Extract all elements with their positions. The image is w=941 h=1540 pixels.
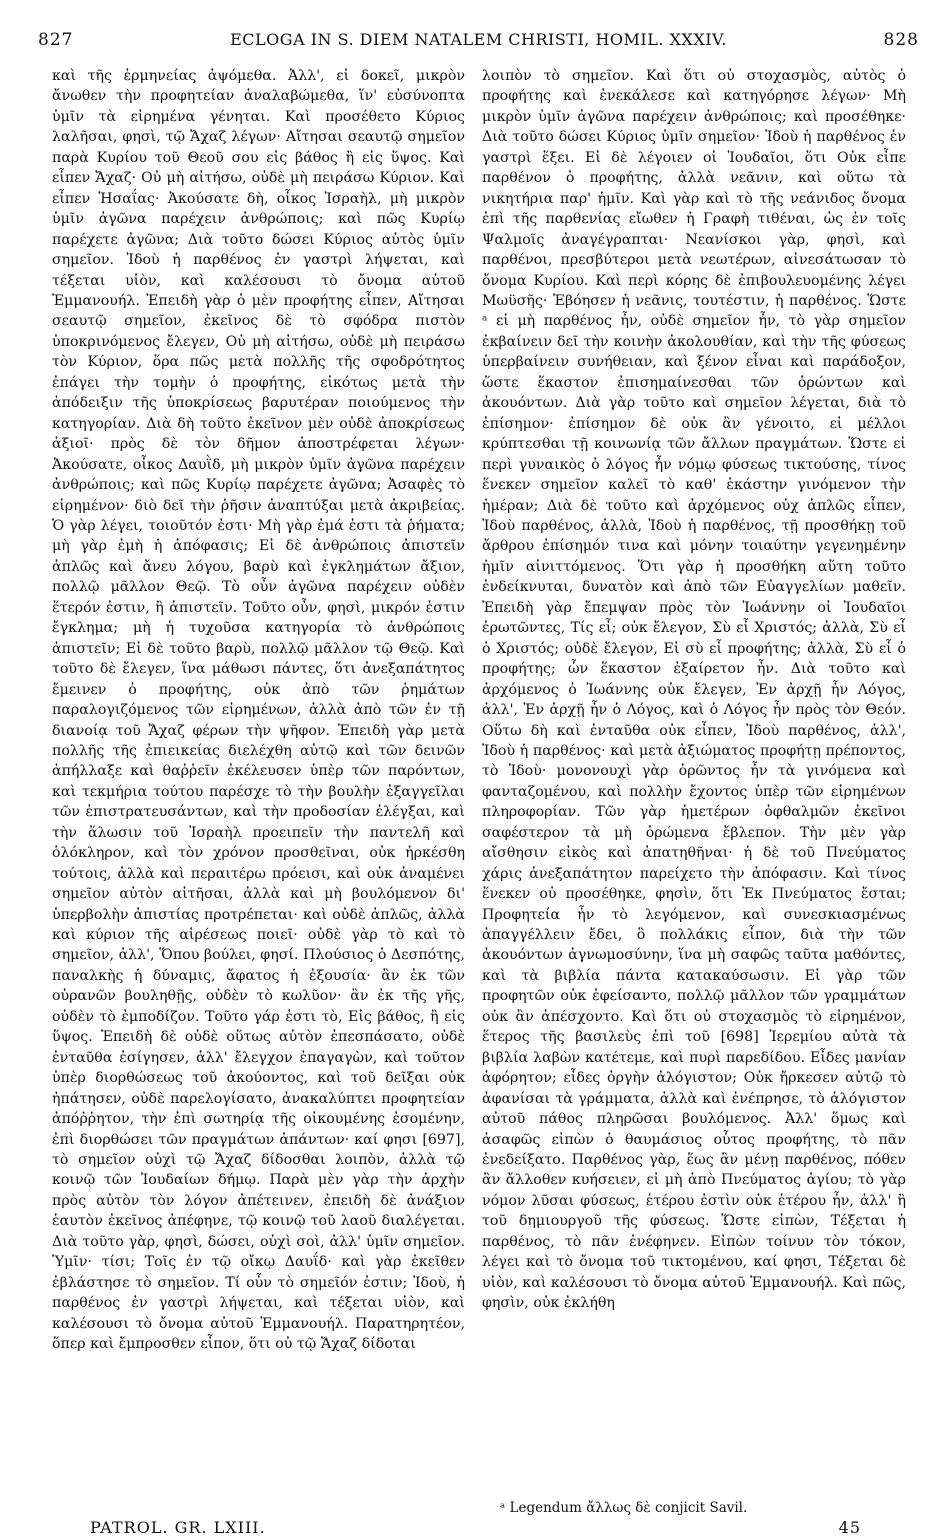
page-number-left: 827 <box>38 30 74 50</box>
sheet-number: 45 <box>838 1518 861 1537</box>
right-column <box>482 66 906 1314</box>
page-number-right: 828 <box>883 30 919 50</box>
running-title: ECLOGA IN S. DIEM NATALEM CHRISTI, HOMIL. XXXIV. <box>230 30 727 49</box>
left-column-text: καὶ τῆς ἑρμηνείας ἁψόμεθα. Ἀλλ', εἰ δοκεῖ, μικρὸν ἄνωθεν τὴν προφητείαν ἀναλαβώμεθα, ἵν' εὐσύνοπτα ὑμῖν τὰ εἰρημένα γένηται. Καὶ προσέθετο Κύριος λαλῆσαι, φησὶ, τῷ Ἄχαζ λέγων· Αἴτησαι σεαυτῷ σημεῖον παρὰ Κυρίου τοῦ Θεοῦ σου εἰς βάθος ἢ εἰς ὕψος. Καὶ εἶπεν Ἄχαζ· Οὐ μὴ αἰτήσω, οὐδὲ μὴ πειράσω Κύριον. Καὶ εἶπεν Ἡσαΐας· Ἀκούσατε δὴ, οἶκος Ἰσραὴλ, μὴ μικρὸν ὑμῖν ἀγῶνα παρέχειν ἀνθρώποις; καὶ πῶς Κυρίῳ παρέχετε ἀγῶνα; Διὰ τοῦτο δώσει Κύριος αὐτὸς ὑμῖν σημεῖον. Ἰδοὺ ἡ παρθένος ἐν γαστρὶ λήψεται, καὶ τέξεται υἱὸν, καὶ καλέσουσι τὸ ὄνομα αὐτοῦ Ἐμμανουήλ. Ἐπειδὴ γὰρ ὁ μὲν προφήτης εἶπεν, Αἴτησαι σεαυτῷ σημεῖον, ἐκεῖνος δὲ τὸ σφόδρα πιστὸν ὑποκρινόμενος ἔλεγεν, Οὐ μὴ αἰτήσω, οὐδὲ μὴ πειράσω τὸν Κύριον, ὅρα πῶς μετὰ πολλῆς τῆς σφοδρότητος ἐπάγει τὴν τομὴν ὁ προφήτης, εἰκότως μετὰ τὴν ἀπόδειξιν τῆς ὑποκρίσεως βαρυτέραν ποιούμενος τὴν κατηγορίαν. Διὰ δὴ τοῦτο ἐκεῖνον μὲν οὐδὲ ἀποκρίσεως ἀξιοῖ· πρὸς δὲ τὸν δῆμον ἀποστρέφεται λέγων· Ἀκούσατε, οἶκος Δαυῒδ, μὴ μικρὸν ὑμῖν ἀγῶνα παρέχειν ἀνθρώποις; καὶ πῶς Κυρίῳ παρέχετε ἀγῶνα; Ἀσαφὲς τὸ εἰρημένον· διὸ δεῖ τὴν ῥῆσιν ἀναπτύξαι μετὰ ἀκριβείας. Ὁ γὰρ λέγει, τοιοῦτόν ἐστι· Μὴ γὰρ ἐμά ἐστι τὰ ῥήματα; μὴ γὰρ ἐμὴ ἡ ἀπόφασις; Εἰ δὲ ἀνθρώποις ἀπιστεῖν ἁπλῶς καὶ ἄνευ λόγου, βαρὺ καὶ ἐγκλημάτων ἄξιον, πολλῷ μᾶλλον Θεῷ. Τὸ οὖν ἀγῶνα παρέχειν οὐδὲν ἕτερόν ἐστιν, ἢ ἀπιστεῖν. Τοῦτο οὖν, φησὶ, μικρόν ἐστιν ἔγκλημα; μὴ ἡ τυχοῦσα κατηγορία τὸ ἀνθρώποις ἀπιστεῖν; Εἰ δὲ τοῦτο βαρὺ, πολλῷ μᾶλλον τῷ Θεῷ. Καὶ τοῦτο δὲ ἔλεγεν, ἵνα μάθωσι πάντες, ὅτι ἀνεξαπάτητος ἔμεινεν ὁ προφήτης, οὐκ ἀπὸ τῶν ῥημάτων παραλογιζόμενος τῶν εἰρημένων, ἀλλὰ ἀπὸ τῶν ἐν τῇ διανοίᾳ τοῦ Ἄχαζ φέρων τὴν ψῆφον. Ἐπειδὴ γὰρ μετὰ πολλῆς τῆς ἐπιεικείας διελέχθη αὐτῷ καὶ τῶν δεινῶν ἀπήλλαξε καὶ θαῤῥεῖν ἐκέλευσεν ὑπὲρ τῶν παρόντων, καὶ τεκμήρια τούτου παρέσχε τὸ τὴν βουλὴν ἐξαγγεῖλαι τῶν ἐπιστρατευσάντων, καὶ τὴν προδοσίαν ἐλέγξαι, καὶ τὴν ἅλωσιν τοῦ Ἰσραὴλ προειπεῖν τὴν παντελῆ καὶ ὁλόκληρον, καὶ τὸν χρόνον προσθεῖναι, οὐκ ἠρκέσθη τούτοις, ἀλλὰ καὶ περαιτέρω πρόεισι, καὶ οὐκ ἀναμένει σημεῖον αὐτὸν αἰτῆσαι, ἀλλὰ καὶ μὴ βουλόμενον δι' ὑπερβολὴν ἀπιστίας προτρέπεται· καὶ οὐδὲ ἁπλῶς, ἀλλὰ καὶ κύριον τῆς αἱρέσεως ποιεῖ· οὐδὲ γὰρ τὸ καὶ τὸ σημεῖον, ἀλλ', Ὅπου βούλει, φησί. Πλούσιος ὁ Δεσπότης, παναλκὴς ἡ δύναμις, ἄφατος ἡ ἐξουσία· ἂν ἐκ τῶν οὐρανῶν βουληθῇς, οὐδὲν τὸ κωλῦον· ἂν ἐκ τῆς γῆς, οὐδὲν τὸ ἐμποδίζον. Τοῦτο γάρ ἐστι τὸ, Εἰς βάθος, ἢ εἰς ὕψος. Ἐπειδὴ δὲ οὐδὲ οὕτως αὐτὸν ἐπεσπάσατο, οὐδὲ ἐνταῦθα ἐσίγησεν, ἀλλ' ἔλεγχον ἐπαγαγὼν, καὶ τοῦτον ὑπὲρ διορθώσεως τοῦ ἀκούοντος, καὶ τοῦ δεῖξαι οὐκ ἠπάτησεν, οὐδὲ παρελογίσατο, ἀνακαλύπτει προφητείαν ἀπόῤῥητον, τὴν ἐπὶ σωτηρίᾳ τῆς οἰκουμένης ἐσομένην, ἐπὶ διορθώσει τῶν πραγμάτων ἁπάντων· καί φησι [697], τὸ σημεῖον οὐχὶ τῷ Ἄχαζ δίδοσθαι λοιπὸν, ἀλλὰ τῷ κοινῷ τῶν Ἰουδαίων δήμῳ. Παρὰ μὲν γὰρ τὴν ἀρχὴν πρὸς αὐτὸν τὸν λόγον ἀπέτεινεν, ἐπειδὴ δὲ ἀνάξιον ἑαυτὸν ἐκεῖνος ἀπέφηνε, τῷ κοινῷ τοῦ λαοῦ διαλέγεται. Διὰ τοῦτο γὰρ, φησὶ, δώσει, οὐχὶ σοὶ, ἀλλ' ὑμῖν σημεῖον. Ὑμῖν· τίσι; Τοῖς ἐν τῷ οἴκῳ Δαυΐδ· καὶ γὰρ ἐκεῖθεν ἐβλάστησε τὸ σημεῖον. Τί οὖν τὸ σημεῖόν ἐστιν; Ἰδοὺ, ἡ παρθένος ἐν γαστρὶ λήψεται, καὶ τέξεται υἱὸν, καὶ καλέσουσι τὸ ὄνομα αὐτοῦ Ἐμμανουήλ. Παρατηρητέον, ὅπερ καὶ ἔμπροσθεν εἶπον, ὅτι οὐ τῷ Ἄχαζ δίδοται <box>52 68 465 1353</box>
page-header <box>38 30 919 54</box>
series-label: PATROL. GR. LXIII. <box>90 1518 266 1537</box>
left-column <box>52 66 465 1355</box>
footnote: ᵃ Legendum ἄλλως δὲ conjicit Savil. <box>500 1500 748 1516</box>
page-footer <box>90 1518 861 1537</box>
right-column-text: λοιπὸν τὸ σημεῖον. Καὶ ὅτι οὐ στοχασμὸς, αὐτὸς ὁ προφήτης καὶ ἐνεκάλεσε καὶ κατηγόρησε λέγων· Μὴ μικρὸν ὑμῖν ἀγῶνα παρέχειν ἀνθρώποις; καὶ προσέθηκε· Διὰ τοῦτο δώσει Κύριος ὑμῖν σημεῖον· Ἰδοὺ ἡ παρθένος ἐν γαστρὶ ἕξει. Εἰ δὲ λέγοιεν οἱ Ἰουδαῖοι, ὅτι Οὐκ εἶπε παρθένον ὁ προφήτης, ἀλλὰ νεᾶνιν, καὶ οὕτω τὰ νικητήρια παρ' ἡμῖν. Καὶ γὰρ καὶ τὸ τῆς νεάνιδος ὄνομα ἐπὶ τῆς παρθενίας εἴωθεν ἡ Γραφὴ τιθέναι, ὡς ἐν τοῖς Ψαλμοῖς ἀναγέγραπται· Νεανίσκοι γὰρ, φησὶ, καὶ παρθένοι, πρεσβύτεροι μετὰ νεωτέρων, αἰνεσάτωσαν τὸ ὄνομα Κυρίου. Καὶ περὶ κόρης δὲ ἐπιβουλευομένης λέγει Μωϋσῆς· Ἐβόησεν ἡ νεᾶνις, τουτέστιν, ἡ παρθένος. Ὥστε ᵃ εἰ μὴ παρθένος ἦν, οὐδὲ σημεῖον ἦν, τὸ γὰρ σημεῖον ἐκβαίνειν δεῖ τὴν κοινὴν ἀκολουθίαν, καὶ τὴν τῆς φύσεως ὑπερβαίνειν συνήθειαν, καὶ ξένον εἶναι καὶ παράδοξον, ὥστε ἕκαστον ἐπισημαίνεσθαι τῶν ὁρώντων καὶ ἀκουόντων. Διὰ γὰρ τοῦτο καὶ σημεῖον λέγεται, διὰ τὸ ἐπίσημον· ἐπίσημον δὲ οὐκ ἂν γένοιτο, εἰ μέλλοι κρύπτεσθαι τῇ κοινωνίᾳ τῶν ἄλλων πραγμάτων. Ὥστε εἰ περὶ γυναικὸς ὁ λόγος ἦν νόμῳ φύσεως τικτούσης, τίνος ἕνεκεν σημεῖον καλεῖ τὸ καθ' ἑκάστην γινόμενον τὴν ἡμέραν; Διὰ δὲ τοῦτο καὶ ἀρχόμενος οὐχ ἁπλῶς εἶπεν, Ἰδοὺ παρθένος, ἀλλὰ, Ἰδοὺ ἡ παρθένος, τῇ προσθήκῃ τοῦ ἄρθρου ἐπίσημόν τινα καὶ μόνην τοιαύτην γεγενημένην ἡμῖν αἰνιττόμενος. Ὅτι γὰρ ἡ προσθήκη αὕτη τοῦτο ἐνδείκνυται, δυνατὸν καὶ ἀπὸ τῶν Εὐαγγελίων μαθεῖν. Ἐπειδὴ γὰρ ἔπεμψαν πρὸς τὸν Ἰωάννην οἱ Ἰουδαῖοι ἐρωτῶντες, Τίς εἶ; οὐκ ἔλεγον, Σὺ εἶ Χριστός; ἀλλὰ, Σὺ εἶ ὁ Χριστός; οὐδὲ ἔλεγον, Εἰ σὺ εἶ προφήτης; ἀλλὰ, Σὺ εἶ ὁ προφήτης; ὧν ἕκαστον ἐξαίρετον ἦν. Διὰ τοῦτο καὶ ἀρχόμενος ὁ Ἰωάννης οὐκ ἔλεγεν, Ἐν ἀρχῇ ἦν Λόγος, ἀλλ', Ἐν ἀρχῇ ἦν ὁ Λόγος, καὶ ὁ Λόγος ἦν πρὸς τὸν Θεόν. Οὕτω δὴ καὶ ἐνταῦθα οὐκ εἶπεν, Ἰδοὺ παρθένος, ἀλλ', Ἰδοὺ ἡ παρθένος· καὶ μετὰ ἀξιώματος προφήτῃ πρέποντος, τὸ Ἰδοὺ· μονονουχὶ γὰρ ὁρῶντος ἦν τὰ γινόμενα καὶ φανταζομένου, καὶ πολλὴν ἔχοντος ὑπὲρ τῶν εἰρημένων πληροφορίαν. Τῶν γὰρ ἡμετέρων ὀφθαλμῶν ἐκεῖνοι σαφέστερον τὰ μὴ ὁρώμενα ἔβλεπον. Τὴν μὲν γὰρ αἴσθησιν εἰκὸς καὶ ἀπατηθῆναι· ἡ δὲ τοῦ Πνεύματος χάρις ἀνεξαπάτητον παρείχετο τὴν ἀπόφασιν. Καὶ τίνος ἕνεκεν οὐ προσέθηκε, φησὶν, ὅτι Ἐκ Πνεύματος ἔσται; Προφητεία ἦν τὸ λεγόμενον, καὶ συνεσκιασμένως ἀπαγγέλλειν ἔδει, ὃ πολλάκις εἶπον, διὰ τὴν τῶν ἀκουόντων ἀγνωμοσύνην, ἵνα μὴ σαφῶς ταῦτα μαθόντες, καὶ τὰ βιβλία πάντα κατακαύσωσιν. Εἰ γὰρ τῶν προφητῶν οὐκ ἐφείσαντο, πολλῷ μᾶλλον τῶν γραμμάτων οὐκ ἂν ἀπέσχοντο. Καὶ ὅτι οὐ στοχασμὸς τὸ εἰρημένον, ἕτερος τῆς βασιλεὺς ἐπὶ τοῦ [698] Ἱερεμίου αὐτὰ τὰ βιβλία λαβὼν κατέτεμε, καὶ πυρὶ παρεδίδου. Εἶδες μανίαν ἀφόρητον; εἶδες ὀργὴν ἀλόγιστον; Οὐκ ἤρκεσεν αὐτῷ τὸ ἀφανίσαι τὰ γράμματα, ἀλλὰ καὶ ἐνέπρησε, τὸ ἀλόγιστον αὐτοῦ πάθος πληρῶσαι βουλόμενος. Ἀλλ' ὅμως καὶ ἀσαφῶς εἰπὼν ὁ θαυμάσιος οὗτος προφήτης, τὸ πᾶν ἐνεδείξατο. Παρθένος γὰρ, ἕως ἂν μένῃ παρθένος, πόθεν ἂν ἄλλοθεν κυήσειεν, εἰ μὴ ἀπὸ Πνεύματος ἁγίου; τὸ γὰρ νόμον λῦσαι φύσεως, ἑτέρου ἐστὶν οὐκ ἑτέρου ἦν, ἀλλ' ἢ τοῦ δημιουργοῦ τῆς φύσεως. Ὥστε εἰπὼν, Τέξεται ἡ παρθένος, τὸ πᾶν ἐνέφηνεν. Εἰπὼν τοίνυν τὸν τόκον, λέγει καὶ τὸ ὄνομα τοῦ τικτομένου, καί φησι, Τέξεται δὲ υἱὸν, καὶ καλέσουσι τὸ ὄνομα αὐτοῦ Ἐμμανουήλ. Καὶ πῶς, φησὶν, οὐκ ἐκλήθη <box>482 68 906 1312</box>
